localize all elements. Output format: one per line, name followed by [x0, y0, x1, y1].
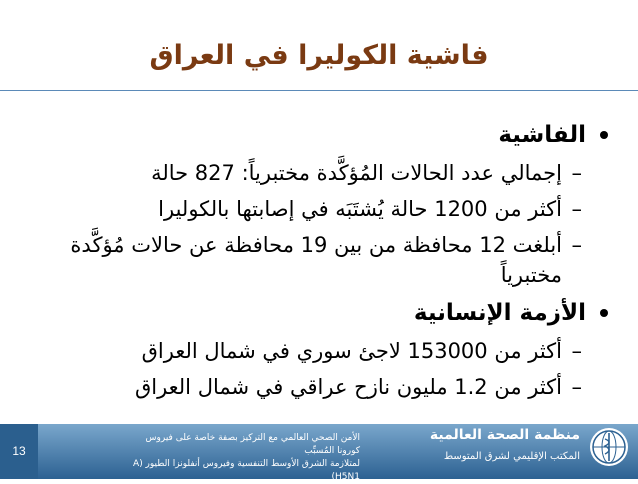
section-heading-label: الفاشية — [498, 122, 586, 148]
dash-icon: – — [571, 339, 582, 363]
who-logo-subtitle: المكتب الإقليمي لشرق المتوسط — [443, 451, 580, 462]
who-logo-name: منظمة الصحة العالمية — [429, 427, 580, 443]
dash-icon: – — [571, 375, 582, 399]
list-item-text: أكثر من 1.2 مليون نازح عراقي في شمال العراق — [134, 375, 562, 399]
footer-bar — [0, 424, 638, 482]
list-item-text: أكثر من 1200 حالة يُشتَبَه في إصابتها بالكوليرا — [158, 197, 562, 221]
list-item — [18, 230, 582, 290]
dash-icon: – — [571, 233, 582, 257]
list-item — [18, 194, 582, 224]
page-number: 13 — [12, 444, 26, 458]
dash-icon: – — [571, 197, 582, 221]
list-item — [18, 158, 582, 188]
page-number-box — [0, 424, 38, 479]
bullet-icon — [600, 131, 608, 139]
list-item — [18, 336, 582, 366]
title-divider — [0, 90, 638, 91]
list-item — [18, 372, 582, 402]
section-heading-humanitarian — [18, 296, 608, 330]
list-item-text: إجمالي عدد الحالات المُؤكَّدة مختبرياً: 827 حالة — [151, 161, 562, 185]
dash-icon: – — [571, 161, 582, 185]
section-heading-label: الأزمة الإنسانية — [413, 300, 586, 326]
list-item-text: أبلغت 12 محافظة من بين 19 محافظة عن حالات مُؤكَّدة مختبرياً — [70, 233, 562, 287]
footer-note — [130, 432, 360, 484]
list-item-text: أكثر من 153000 لاجئ سوري في شمال العراق — [141, 339, 562, 363]
footer-note-line2: لمتلازمة الشرق الأوسط التنفسية وفيروس أنفلونزا الطيور (A (H5N1 — [133, 459, 360, 482]
slide-title: فاشية الكوليرا في العراق — [149, 40, 489, 71]
section-heading-outbreak — [18, 118, 608, 152]
footer-note-line1: الأمن الصحي العالمي مع التركيز بصفة خاصة على فيروس كورونا المُسبِّب — [145, 433, 360, 456]
bullet-icon — [600, 309, 608, 317]
slide-content — [18, 112, 608, 408]
who-emblem-svg — [590, 428, 628, 466]
who-emblem-icon — [590, 428, 628, 466]
